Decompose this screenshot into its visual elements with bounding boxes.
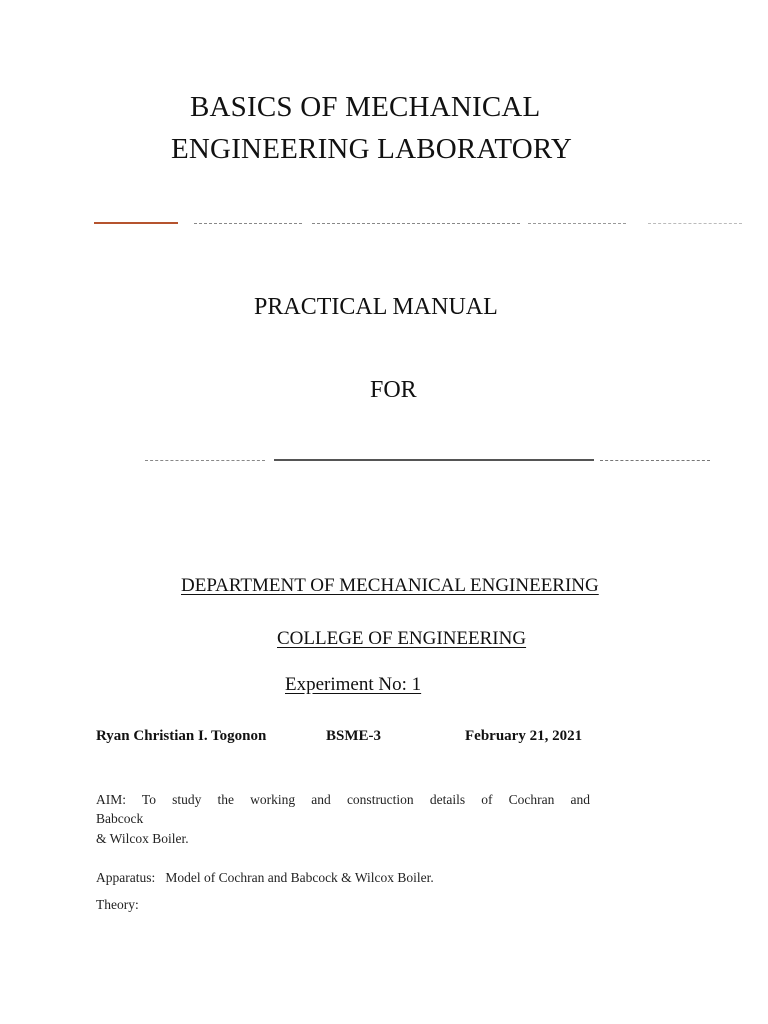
department-heading: DEPARTMENT OF MECHANICAL ENGINEERING — [181, 575, 599, 596]
aim-line-1: AIM: To study the working and construction details of Cochran and — [96, 792, 590, 807]
experiment-number: Experiment No: 1 — [285, 674, 422, 695]
for-label: FOR — [370, 377, 417, 403]
student-course: BSME-3 — [326, 728, 382, 744]
title-line-1: BASICS OF MECHANICAL — [190, 91, 541, 123]
title-line-2: ENGINEERING LABORATORY — [171, 133, 572, 165]
apparatus-text: Apparatus: Model of Cochran and Babcock & Wilcox Boiler. — [96, 870, 434, 885]
practical-manual-heading: PRACTICAL MANUAL — [254, 294, 498, 320]
aim-line-2: Babcock — [96, 811, 144, 826]
college-heading: COLLEGE OF ENGINEERING — [277, 628, 527, 649]
student-name: Ryan Christian I. Togonon — [96, 728, 267, 744]
aim-line-3: & Wilcox Boiler. — [96, 831, 189, 846]
submission-date: February 21, 2021 — [465, 728, 583, 744]
theory-label: Theory: — [96, 897, 139, 912]
